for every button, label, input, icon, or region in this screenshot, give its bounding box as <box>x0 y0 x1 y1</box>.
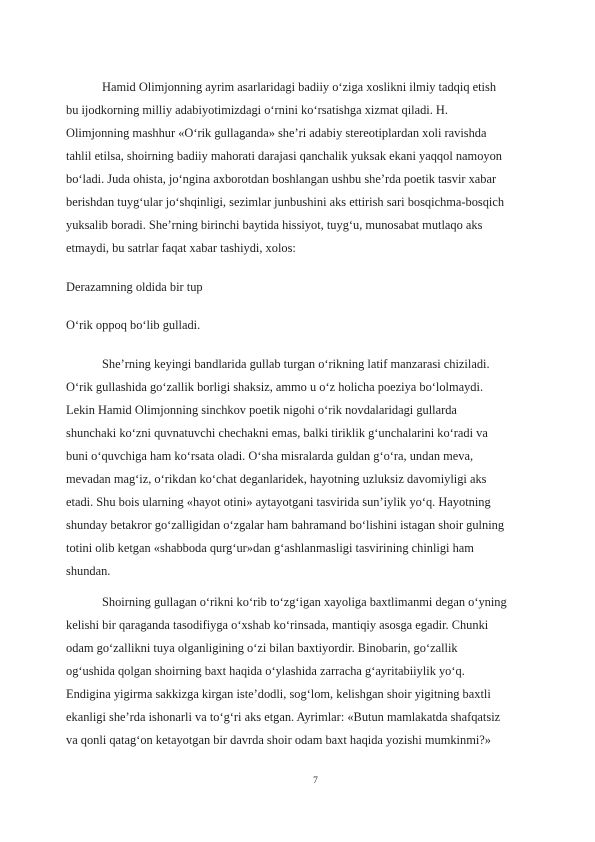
paragraph-3-line: Endigina yigirma sakkizga kirgan iste’dodli, sog‘lom, kelishgan shoir yigitning baxtli <box>66 687 491 701</box>
poem-verse-line: O‘rik oppoq bo‘lib gulladi. <box>66 318 201 332</box>
page-number: 7 <box>313 776 318 786</box>
paragraph-1-line: yuksalib boradi. She’rning birinchi baytida hissiyot, tuyg‘u, munosabat mutlaqo aks <box>66 218 483 232</box>
paragraph-1-line: etmaydi, bu satrlar faqat xabar tashiydi, xolos: <box>66 241 296 255</box>
paragraph-3-line: ekanligi she’rda ishonarli va to‘g‘ri aks etgan. Ayrimlar: «Butun mamlakatda shafqatsiz <box>66 710 501 724</box>
poem-verse-line: Derazamning oldida bir tup <box>66 280 203 294</box>
paragraph-2-line: She’rning keyingi bandlarida gullab turgan o‘rikning latif manzarasi chiziladi. <box>102 357 490 371</box>
paragraph-1-line: Hamid Olimjonning ayrim asarlaridagi badiiy o‘ziga xoslikni ilmiy tadqiq etish <box>102 80 497 94</box>
paragraph-3-line: og‘ushida qolgan shoirning baxt haqida o‘ylashida zarracha g‘ayritabiiylik yo‘q. <box>66 664 465 678</box>
paragraph-2-line: buni o‘quvchiga ham ko‘rsata oladi. O‘sha misralarda guldan g‘o‘ra, undan meva, <box>66 449 474 463</box>
paragraph-2-line: shundan. <box>66 564 111 578</box>
paragraph-2-line: totini olib ketgan «shabboda qurg‘ur»dan g‘ashlanmasligi tasvirining chinligi ham <box>66 541 474 555</box>
paragraph-1-line: bu ijodkorning milliy adabiyotimizdagi o‘rnini ko‘rsatishga xizmat qiladi. H. <box>66 103 448 117</box>
paragraph-2-line: shunday betakror go‘zalligidan o‘zgalar ham bahramand bo‘lishini istagan shoir gulning <box>66 518 505 532</box>
paragraph-2-line: shunchaki ko‘zni quvnatuvchi chechakni emas, balki tiriklik g‘unchalarini ko‘radi va <box>66 426 488 440</box>
paragraph-3-line: Shoirning gullagan o‘rikni ko‘rib to‘zg‘igan xayoliga baxtlimanmi degan o‘yning <box>102 595 507 609</box>
paragraph-3-line: odam go‘zallikni tuya olganligining o‘zi bilan baxtiyordir. Binobarin, go‘zallik <box>66 641 458 655</box>
paragraph-3-line: va qonli qatag‘on ketayotgan bir davrda shoir odam baxt haqida yozishi mumkinmi?» <box>66 733 491 747</box>
paragraph-1-line: Olimjonning mashhur «O‘rik gullaganda» she’ri adabiy stereotiplardan xoli ravishda <box>66 126 487 140</box>
paragraph-2-line: etadi. Shu bois ularning «hayot otini» aytayotgani tasvirida sun’iylik yo‘q. Hayotning <box>66 495 491 509</box>
paragraph-2-line: Lekin Hamid Olimjonning sinchkov poetik nigohi o‘rik novdalaridagi gullarda <box>66 403 457 417</box>
paragraph-3-line: kelishi bir qaraganda tasodifiyga o‘xshab ko‘rinsada, mantiqiy asosga egadir. Chunki <box>66 618 489 632</box>
paragraph-1-line: tahlil etilsa, shoirning badiiy mahorati darajasi qanchalik yuksak ekani yaqqol namoyon <box>66 149 502 163</box>
paragraph-2-line: O‘rik gullashida go‘zallik borligi shaksiz, ammo u o‘z holicha poeziya bo‘lolmaydi. <box>66 380 484 394</box>
paragraph-2-line: mevadan mag‘iz, o‘rikdan ko‘chat deganlaridek, hayotning uzluksiz davomiyligi aks <box>66 472 487 486</box>
paragraph-1-line: bo‘ladi. Juda ohista, jo‘ngina axborotdan boshlangan ushbu she’rda poetik tasvir xabar <box>66 172 497 186</box>
paragraph-1-line: berishdan tuyg‘ular jo‘shqinligi, sezimlar junbushini aks ettirish sari bosqichma-bosqich <box>66 195 505 209</box>
